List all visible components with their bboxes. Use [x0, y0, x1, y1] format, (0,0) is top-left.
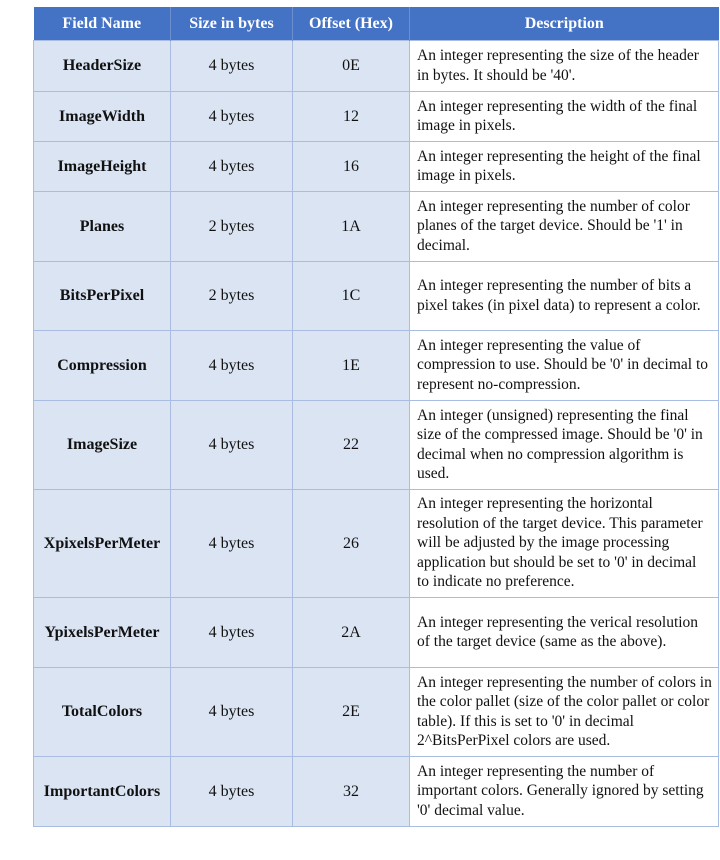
size-cell: 4 bytes [171, 401, 293, 490]
offset-cell: 2A [293, 598, 410, 668]
description-cell: An integer representing the number of bits a pixel takes (in pixel data) to represent a color. [410, 262, 719, 331]
offset-cell: 32 [293, 757, 410, 827]
offset-cell: 1A [293, 192, 410, 262]
size-cell: 4 bytes [171, 668, 293, 757]
table-header-row [34, 7, 719, 41]
description-cell: An integer representing the width of the final image in pixels. [410, 92, 719, 142]
column-header-field-name: Field Name [34, 7, 171, 41]
size-cell: 2 bytes [171, 192, 293, 262]
field-name-cell: BitsPerPixel [34, 262, 171, 331]
field-name-cell: YpixelsPerMeter [34, 598, 171, 668]
size-cell: 4 bytes [171, 92, 293, 142]
size-cell: 4 bytes [171, 490, 293, 598]
field-name-cell: Compression [34, 331, 171, 401]
offset-cell: 12 [293, 92, 410, 142]
table-row [34, 262, 719, 331]
table-row [34, 41, 719, 92]
field-name-cell: ImageSize [34, 401, 171, 490]
description-cell: An integer representing the height of the final image in pixels. [410, 142, 719, 192]
size-cell: 4 bytes [171, 142, 293, 192]
size-cell: 2 bytes [171, 262, 293, 331]
offset-cell: 1E [293, 331, 410, 401]
description-cell: An integer representing the size of the header in bytes. It should be '40'. [410, 41, 719, 92]
table-row [34, 92, 719, 142]
field-name-cell: HeaderSize [34, 41, 171, 92]
header-fields-table [33, 7, 719, 827]
field-name-cell: XpixelsPerMeter [34, 490, 171, 598]
description-cell: An integer representing the verical resolution of the target device (same as the above). [410, 598, 719, 668]
column-header-offset: Offset (Hex) [293, 7, 410, 41]
offset-cell: 16 [293, 142, 410, 192]
description-cell: An integer representing the horizontal resolution of the target device. This parameter will be adjusted by the image processing application but should be set to '0' in decimal to indicate no preference. [410, 490, 719, 598]
table-row [34, 192, 719, 262]
field-name-cell: ImageHeight [34, 142, 171, 192]
table-row [34, 757, 719, 827]
column-header-size: Size in bytes [171, 7, 293, 41]
table-row [34, 401, 719, 490]
field-name-cell: Planes [34, 192, 171, 262]
table-row [34, 490, 719, 598]
table-header [34, 7, 719, 41]
header-fields-table-container [33, 7, 718, 827]
description-cell: An integer representing the number of colors in the color pallet (size of the color pallet or color table). If this is set to '0' in decimal 2^BitsPerPixel colors are used. [410, 668, 719, 757]
offset-cell: 2E [293, 668, 410, 757]
offset-cell: 1C [293, 262, 410, 331]
column-header-description: Description [410, 7, 719, 41]
description-cell: An integer representing the number of important colors. Generally ignored by setting '0' decimal value. [410, 757, 719, 827]
description-cell: An integer representing the value of compression to use. Should be '0' in decimal to represent no-compression. [410, 331, 719, 401]
offset-cell: 0E [293, 41, 410, 92]
table-row [34, 598, 719, 668]
table-row [34, 668, 719, 757]
table-row [34, 142, 719, 192]
size-cell: 4 bytes [171, 757, 293, 827]
field-name-cell: ImageWidth [34, 92, 171, 142]
offset-cell: 22 [293, 401, 410, 490]
size-cell: 4 bytes [171, 331, 293, 401]
offset-cell: 26 [293, 490, 410, 598]
table-row [34, 331, 719, 401]
size-cell: 4 bytes [171, 598, 293, 668]
field-name-cell: TotalColors [34, 668, 171, 757]
description-cell: An integer representing the number of color planes of the target device. Should be '1' in decimal. [410, 192, 719, 262]
description-cell: An integer (unsigned) representing the final size of the compressed image. Should be '0' in decimal when no compression algorithm is used. [410, 401, 719, 490]
size-cell: 4 bytes [171, 41, 293, 92]
table-body [34, 41, 719, 827]
field-name-cell: ImportantColors [34, 757, 171, 827]
